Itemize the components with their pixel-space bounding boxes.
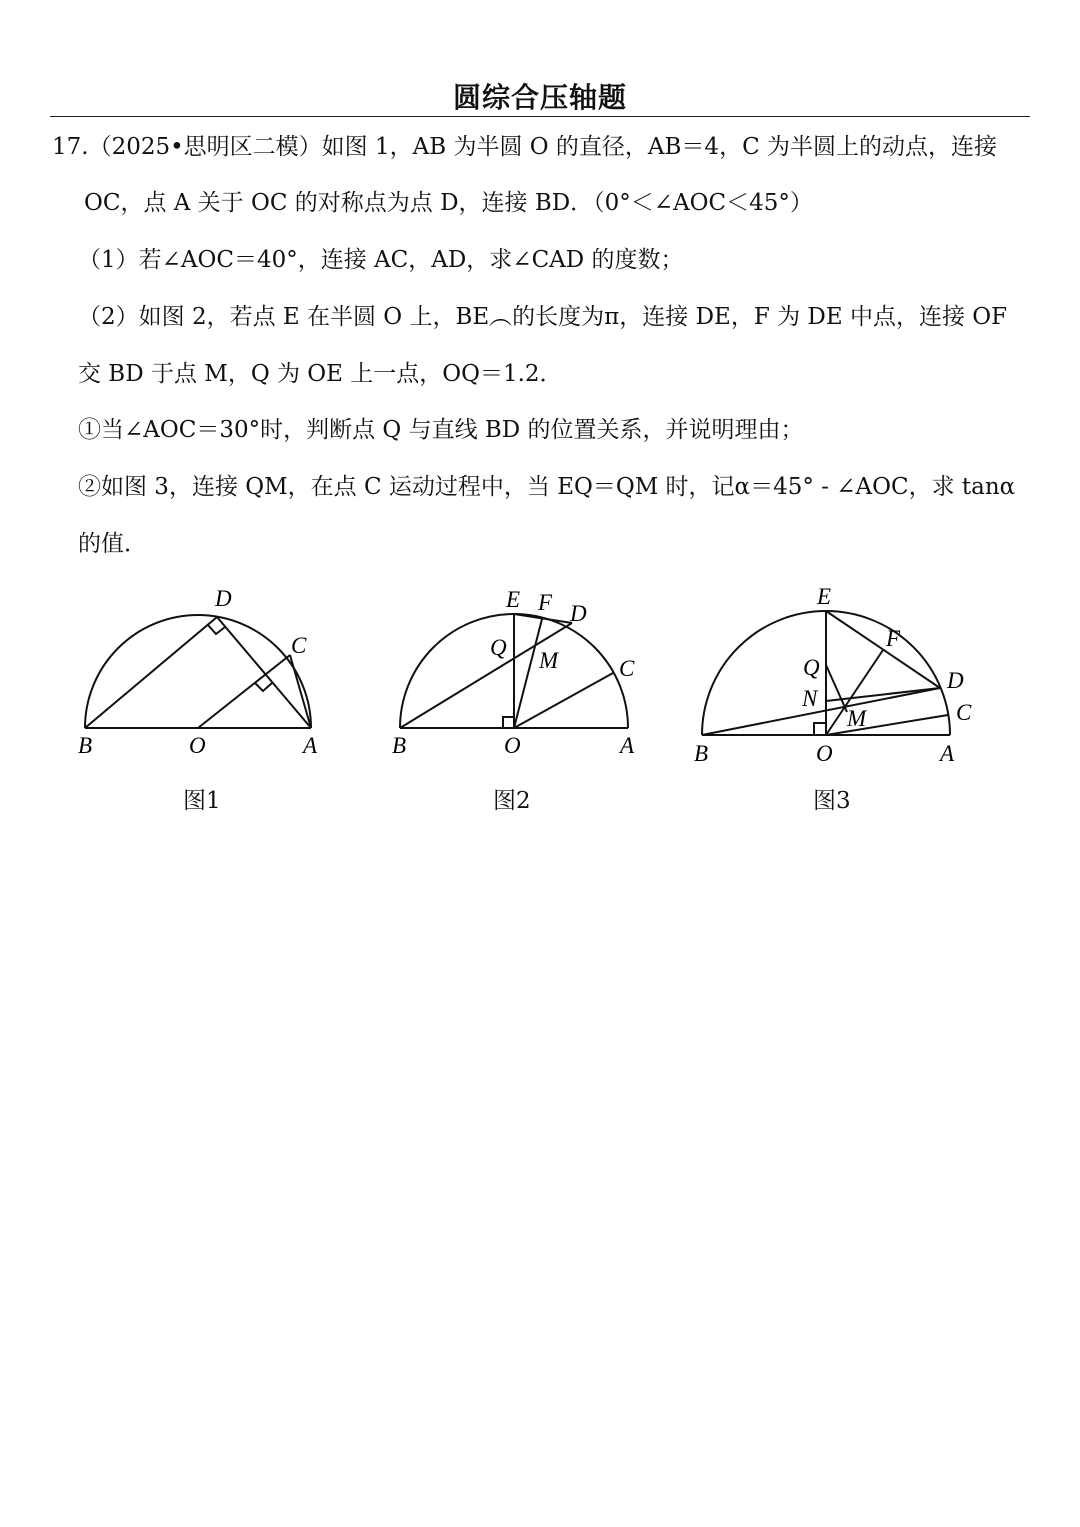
segment-qm (826, 665, 847, 712)
figure-3 (685, 580, 985, 774)
label-o: O (189, 733, 206, 758)
problem-line-3: （1）若∠AOC＝40°，连接 AC，AD，求∠CAD 的度数； (78, 247, 684, 273)
label-q: Q (490, 635, 507, 660)
right-angle-mark-o (814, 723, 826, 735)
label-m: M (539, 648, 559, 673)
figure-1-diagram (60, 580, 350, 770)
label-d: D (947, 668, 964, 693)
problem-line-1: 17.（2025•思明区二模）如图 1，AB 为半圆 O 的直径，AB＝4，C 为半圆上的动点，连接 (52, 134, 997, 160)
page-title: 圆综合压轴题 (452, 81, 627, 114)
problem-line-6: ①当∠AOC＝30°时，判断点 Q 与直线 BD 的位置关系，并说明理由； (78, 417, 804, 443)
segment-bd (400, 623, 572, 728)
label-c: C (956, 700, 972, 725)
figure-1 (60, 580, 350, 774)
label-o: O (504, 733, 521, 758)
segment-oc (198, 655, 290, 728)
label-d: D (570, 601, 587, 626)
right-angle-mark-d (208, 625, 225, 634)
figure-2-caption: 图2 (493, 788, 531, 814)
problem-line-5: 交 BD 于点 M，Q 为 OE 上一点，OQ＝1.2． (78, 361, 563, 387)
label-e: E (506, 587, 521, 612)
right-angle-mark-oc (255, 683, 272, 691)
label-c: C (619, 656, 635, 681)
problem-line-2: OC，点 A 关于 OC 的对称点为点 D，连接 BD．（0°＜∠AOC＜45°） (84, 190, 813, 216)
figure-1-caption: 图1 (183, 788, 221, 814)
label-b: B (392, 733, 407, 758)
segment-ed (826, 611, 940, 688)
label-f: F (886, 626, 901, 651)
label-a: A (620, 733, 635, 758)
label-a: A (303, 733, 318, 758)
label-n: N (802, 686, 818, 711)
right-angle-mark-o (503, 717, 514, 728)
figure-3-diagram (685, 580, 985, 770)
label-e: E (817, 584, 832, 609)
problem-line-8: 的值． (78, 531, 147, 557)
label-a: A (940, 741, 955, 766)
problem-line-7: ②如图 3，连接 QM，在点 C 运动过程中，当 EQ＝QM 时，记α＝45° - ∠AOC，求 tanα (78, 474, 1016, 500)
header-rule (50, 116, 1030, 117)
label-f: F (538, 590, 553, 615)
label-c: C (291, 633, 307, 658)
label-m: M (847, 706, 867, 731)
segment-ed (514, 614, 572, 623)
problem-line-4: （2）如图 2，若点 E 在半圆 O 上，BE︵的长度为π，连接 DE，F 为 DE 中点，连接 OF (78, 304, 1008, 330)
label-o: O (816, 741, 833, 766)
figure-2 (380, 580, 670, 774)
label-q: Q (803, 655, 820, 680)
figure-2-diagram (380, 580, 670, 770)
segment-oc (826, 715, 948, 735)
segment-bd (702, 688, 940, 735)
segment-oc (514, 673, 613, 728)
segment-bd (85, 617, 217, 728)
label-b: B (78, 733, 93, 758)
segment-of (514, 619, 542, 728)
label-d: D (215, 586, 232, 611)
label-b: B (694, 741, 709, 766)
figure-3-caption: 图3 (813, 788, 851, 814)
